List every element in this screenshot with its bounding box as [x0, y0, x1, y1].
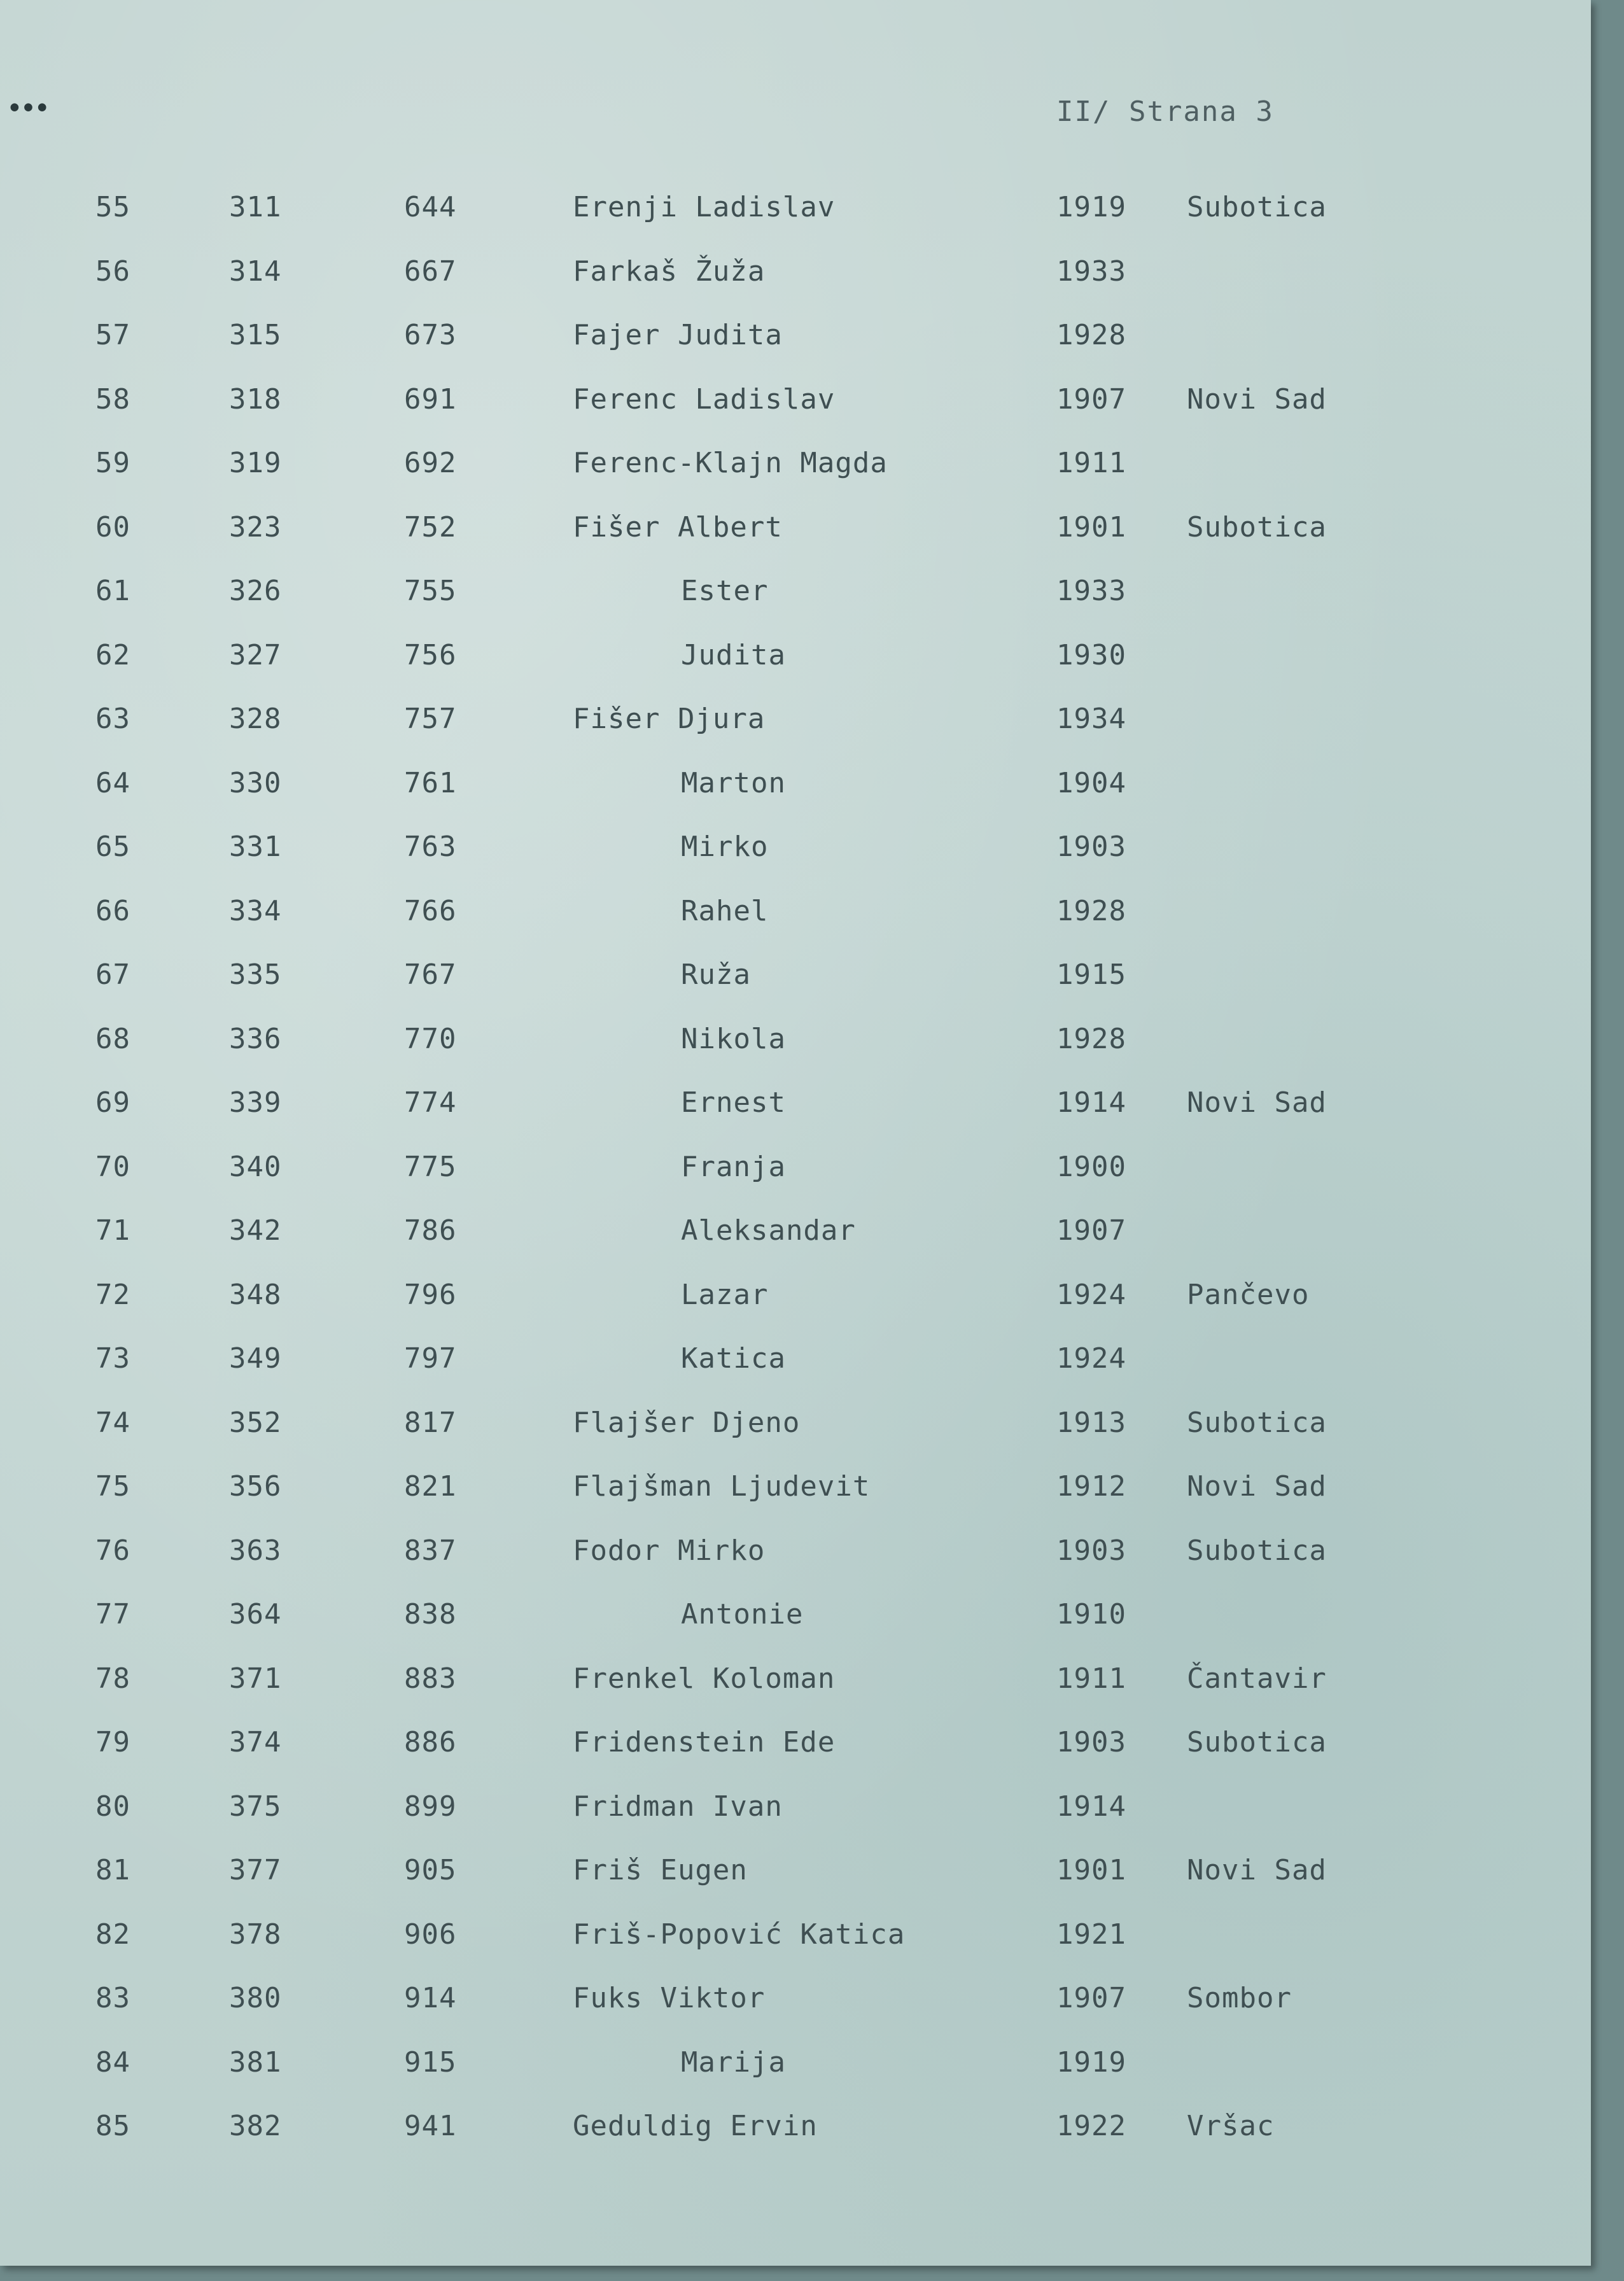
birth-year: 1933 [1056, 255, 1126, 288]
record-id: 334 [229, 895, 282, 927]
file-number: 797 [404, 1342, 457, 1375]
birth-year: 1903 [1056, 1534, 1126, 1567]
birth-year: 1910 [1056, 1598, 1126, 1631]
person-name: Geduldig Ervin [573, 2110, 818, 2142]
row-number: 73 [95, 1342, 130, 1375]
register-row [0, 2110, 1591, 2167]
file-number: 761 [404, 767, 457, 799]
birth-year: 1934 [1056, 703, 1126, 735]
file-number: 770 [404, 1023, 457, 1055]
file-number: 837 [404, 1534, 457, 1567]
page-label: II/ Strana 3 [1056, 95, 1274, 128]
row-number: 72 [95, 1279, 130, 1311]
birth-year: 1919 [1056, 191, 1126, 223]
birth-year: 1915 [1056, 958, 1126, 991]
person-name: Ernest [681, 1086, 786, 1119]
record-id: 380 [229, 1982, 282, 2014]
row-number: 80 [95, 1790, 130, 1823]
place: Novi Sad [1187, 1086, 1327, 1119]
record-id: 363 [229, 1534, 282, 1567]
row-number: 79 [95, 1726, 130, 1758]
record-id: 314 [229, 255, 282, 288]
register-row [0, 1982, 1591, 2039]
person-name: Fuks Viktor [573, 1982, 766, 2014]
file-number: 757 [404, 703, 457, 735]
record-id: 349 [229, 1342, 282, 1375]
file-number: 673 [404, 319, 457, 351]
register-row [0, 639, 1591, 696]
row-number: 84 [95, 2046, 130, 2079]
place: Subotica [1187, 511, 1327, 544]
row-number: 57 [95, 319, 130, 351]
row-number: 59 [95, 447, 130, 479]
register-row [0, 1023, 1591, 1080]
record-id: 377 [229, 1854, 282, 1886]
file-number: 752 [404, 511, 457, 544]
place: Subotica [1187, 1726, 1327, 1758]
person-name: Flajšer Djeno [573, 1407, 801, 1439]
place: Pančevo [1187, 1279, 1310, 1311]
record-id: 371 [229, 1662, 282, 1695]
register-row [0, 895, 1591, 952]
person-name: Erenji Ladislav [573, 191, 836, 223]
register-row [0, 1407, 1591, 1464]
row-number: 77 [95, 1598, 130, 1631]
person-name: Frenkel Koloman [573, 1662, 836, 1695]
register-row [0, 1151, 1591, 1208]
person-name: Fridenstein Ede [573, 1726, 836, 1758]
row-number: 76 [95, 1534, 130, 1567]
register-row [0, 511, 1591, 568]
register-row [0, 1534, 1591, 1592]
register-row [0, 1598, 1591, 1655]
record-id: 330 [229, 767, 282, 799]
record-id: 348 [229, 1279, 282, 1311]
person-name: Lazar [681, 1279, 769, 1311]
register-row [0, 1279, 1591, 1336]
birth-year: 1924 [1056, 1279, 1126, 1311]
person-name: Rahel [681, 895, 769, 927]
file-number: 767 [404, 958, 457, 991]
file-number: 914 [404, 1982, 457, 2014]
birth-year: 1900 [1056, 1151, 1126, 1183]
birth-year: 1904 [1056, 767, 1126, 799]
record-id: 318 [229, 383, 282, 416]
register-row [0, 1790, 1591, 1848]
record-id: 331 [229, 831, 282, 863]
birth-year: 1901 [1056, 1854, 1126, 1886]
person-name: Fodor Mirko [573, 1534, 766, 1567]
record-id: 326 [229, 575, 282, 607]
place: Vršac [1187, 2110, 1275, 2142]
person-name: Fišer Albert [573, 511, 783, 544]
row-number: 56 [95, 255, 130, 288]
register-row [0, 767, 1591, 824]
file-number: 692 [404, 447, 457, 479]
record-id: 342 [229, 1214, 282, 1247]
birth-year: 1921 [1056, 1918, 1126, 1951]
row-number: 55 [95, 191, 130, 223]
person-name: Flajšman Ljudevit [573, 1470, 871, 1503]
row-number: 62 [95, 639, 130, 671]
record-id: 352 [229, 1407, 282, 1439]
row-number: 70 [95, 1151, 130, 1183]
file-number: 766 [404, 895, 457, 927]
birth-year: 1907 [1056, 1214, 1126, 1247]
place: Novi Sad [1187, 383, 1327, 416]
register-row [0, 958, 1591, 1016]
file-number: 774 [404, 1086, 457, 1119]
person-name: Judita [681, 639, 786, 671]
person-name: Mirko [681, 831, 769, 863]
register-row [0, 2046, 1591, 2103]
person-name: Fišer Djura [573, 703, 766, 735]
record-id: 328 [229, 703, 282, 735]
file-number: 883 [404, 1662, 457, 1695]
place: Čantavir [1187, 1662, 1327, 1695]
row-number: 71 [95, 1214, 130, 1247]
register-row [0, 703, 1591, 760]
file-number: 915 [404, 2046, 457, 2079]
record-id: 382 [229, 2110, 282, 2142]
record-id: 374 [229, 1726, 282, 1758]
record-id: 375 [229, 1790, 282, 1823]
file-number: 691 [404, 383, 457, 416]
row-number: 81 [95, 1854, 130, 1886]
birth-year: 1930 [1056, 639, 1126, 671]
person-name: Ferenc Ladislav [573, 383, 836, 416]
tick-marks: ••• [8, 95, 50, 122]
birth-year: 1913 [1056, 1407, 1126, 1439]
row-number: 60 [95, 511, 130, 544]
birth-year: 1907 [1056, 383, 1126, 416]
file-number: 755 [404, 575, 457, 607]
birth-year: 1901 [1056, 511, 1126, 544]
record-id: 323 [229, 511, 282, 544]
file-number: 756 [404, 639, 457, 671]
row-number: 74 [95, 1407, 130, 1439]
birth-year: 1911 [1056, 1662, 1126, 1695]
record-id: 378 [229, 1918, 282, 1951]
person-name: Aleksandar [681, 1214, 856, 1247]
file-number: 667 [404, 255, 457, 288]
row-number: 63 [95, 703, 130, 735]
row-number: 64 [95, 767, 130, 799]
birth-year: 1933 [1056, 575, 1126, 607]
person-name: Ester [681, 575, 769, 607]
person-name: Ferenc-Klajn Magda [573, 447, 888, 479]
birth-year: 1919 [1056, 2046, 1126, 2079]
register-row [0, 831, 1591, 888]
person-name: Marton [681, 767, 786, 799]
record-id: 356 [229, 1470, 282, 1503]
birth-year: 1903 [1056, 831, 1126, 863]
birth-year: 1924 [1056, 1342, 1126, 1375]
record-id: 311 [229, 191, 282, 223]
register-row [0, 1662, 1591, 1720]
birth-year: 1911 [1056, 447, 1126, 479]
person-name: Farkaš Žuža [573, 255, 766, 288]
register-row [0, 1854, 1591, 1911]
register-row [0, 575, 1591, 632]
register-row [0, 1342, 1591, 1400]
file-number: 941 [404, 2110, 457, 2142]
register-row [0, 191, 1591, 248]
place: Subotica [1187, 191, 1327, 223]
person-name: Fajer Judita [573, 319, 783, 351]
person-name: Franja [681, 1151, 786, 1183]
record-id: 335 [229, 958, 282, 991]
file-number: 644 [404, 191, 457, 223]
row-number: 68 [95, 1023, 130, 1055]
file-number: 817 [404, 1407, 457, 1439]
place: Sombor [1187, 1982, 1292, 2014]
birth-year: 1914 [1056, 1086, 1126, 1119]
row-number: 85 [95, 2110, 130, 2142]
register-row [0, 1918, 1591, 1976]
row-number: 83 [95, 1982, 130, 2014]
file-number: 821 [404, 1470, 457, 1503]
file-number: 763 [404, 831, 457, 863]
person-name: Fridman Ivan [573, 1790, 783, 1823]
place: Novi Sad [1187, 1854, 1327, 1886]
file-number: 796 [404, 1279, 457, 1311]
register-row [0, 1214, 1591, 1272]
register-row [0, 1470, 1591, 1527]
row-number: 78 [95, 1662, 130, 1695]
birth-year: 1903 [1056, 1726, 1126, 1758]
person-name: Friš Eugen [573, 1854, 748, 1886]
row-number: 67 [95, 958, 130, 991]
record-id: 327 [229, 639, 282, 671]
row-number: 82 [95, 1918, 130, 1951]
birth-year: 1907 [1056, 1982, 1126, 2014]
birth-year: 1928 [1056, 1023, 1126, 1055]
birth-year: 1928 [1056, 895, 1126, 927]
register-row [0, 383, 1591, 440]
place: Novi Sad [1187, 1470, 1327, 1503]
person-name: Katica [681, 1342, 786, 1375]
place: Subotica [1187, 1534, 1327, 1567]
birth-year: 1928 [1056, 319, 1126, 351]
file-number: 905 [404, 1854, 457, 1886]
file-number: 786 [404, 1214, 457, 1247]
record-id: 315 [229, 319, 282, 351]
row-number: 69 [95, 1086, 130, 1119]
row-number: 65 [95, 831, 130, 863]
register-row [0, 447, 1591, 504]
birth-year: 1912 [1056, 1470, 1126, 1503]
register-row [0, 1726, 1591, 1783]
record-id: 340 [229, 1151, 282, 1183]
register-row [0, 319, 1591, 376]
file-number: 775 [404, 1151, 457, 1183]
row-number: 61 [95, 575, 130, 607]
birth-year: 1922 [1056, 2110, 1126, 2142]
person-name: Friš-Popović Katica [573, 1918, 906, 1951]
record-id: 319 [229, 447, 282, 479]
row-number: 75 [95, 1470, 130, 1503]
record-id: 339 [229, 1086, 282, 1119]
row-number: 66 [95, 895, 130, 927]
record-id: 336 [229, 1023, 282, 1055]
file-number: 838 [404, 1598, 457, 1631]
register-row [0, 255, 1591, 312]
person-name: Nikola [681, 1023, 786, 1055]
birth-year: 1914 [1056, 1790, 1126, 1823]
file-number: 899 [404, 1790, 457, 1823]
record-id: 381 [229, 2046, 282, 2079]
person-name: Ruža [681, 958, 751, 991]
person-name: Antonie [681, 1598, 804, 1631]
file-number: 886 [404, 1726, 457, 1758]
person-name: Marija [681, 2046, 786, 2079]
file-number: 906 [404, 1918, 457, 1951]
register-row [0, 1086, 1591, 1144]
record-id: 364 [229, 1598, 282, 1631]
place: Subotica [1187, 1407, 1327, 1439]
row-number: 58 [95, 383, 130, 416]
